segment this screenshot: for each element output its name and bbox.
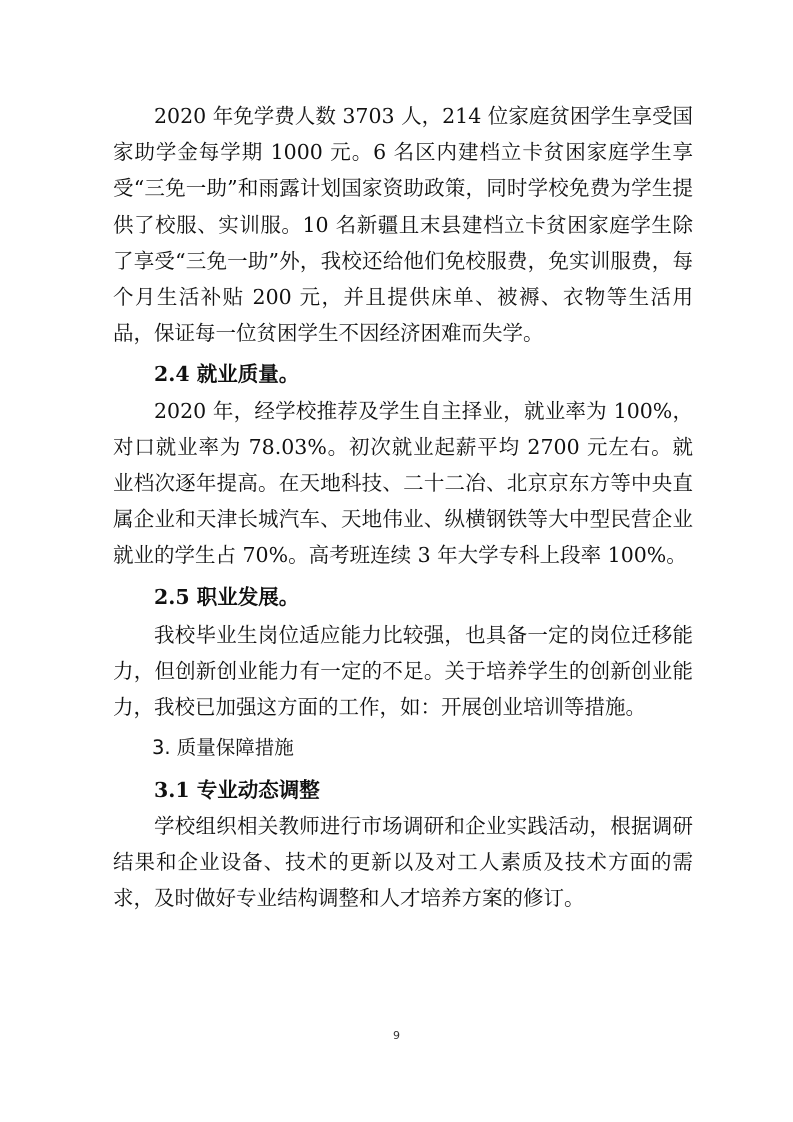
paragraph-financial-aid: 2020 年免学费人数 3703 人，214 位家庭贫困学生享受国家助学金每学期 1000 元。6 名区内建档立卡贫困家庭学生享受“三免一助”和雨露计划国家资助政策，同时学校免费为学生提供了校服、实训服。10 名新疆且末县建档立卡贫困家庭学生除了享受“三免一助”外，我校还给他们免校服费，免实训服费，每个月生活补贴 200 元，并且提供床单、被褥、衣物等生活用品，保证每一位贫困学生不因经济困难而失学。 [113, 104, 693, 346]
paragraph-employment-quality: 2020 年，经学校推荐及学生自主择业，就业率为 100%，对口就业率为 78.03%。初次就业起薪平均 2700 元左右。就业档次逐年提高。在天地科技、二十二冶、北京京东方等中央直属企业和天津长城汽车、天地伟业、纵横钢铁等大中型民营企业就业的学生占 70%。高考班连续 3 年大学专科上段率 100%。 [113, 398, 693, 568]
section-heading-3-1: 3.1 专业动态调整 [154, 777, 320, 802]
section-heading-2-5: 2.5 职业发展。 [154, 584, 300, 609]
page-content [113, 98, 693, 916]
paragraph-career-development: 我校毕业生岗位适应能力比较强，也具备一定的岗位迁移能力，但创新创业能力有一定的不足。关于培养学生的创新创业能力，我校已加强这方面的工作，如：开展创业培训等措施。 [113, 622, 693, 720]
page-number: 9 [393, 1029, 400, 1042]
paragraph-program-adjustment: 学校组织相关教师进行市场调研和企业实践活动，根据调研结果和企业设备、技术的更新以及对工人素质及技术方面的需求，及时做好专业结构调整和人才培养方案的修订。 [113, 813, 693, 911]
section-heading-3: 3. 质量保障措施 [152, 736, 294, 760]
section-heading-2-4: 2.4 就业质量。 [154, 362, 300, 387]
